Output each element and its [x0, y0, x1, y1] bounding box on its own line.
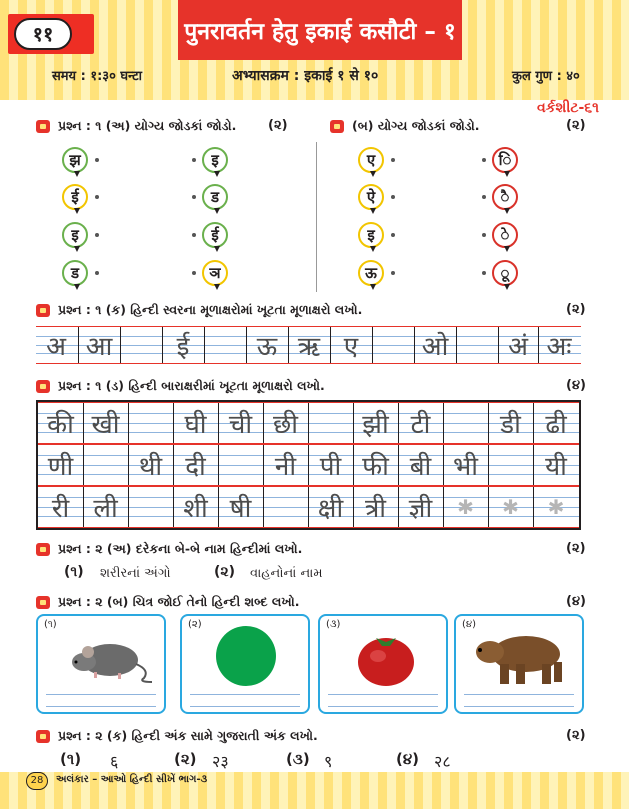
question-bullet-icon — [36, 304, 50, 317]
section-divider — [316, 142, 317, 292]
answer-line[interactable] — [46, 706, 156, 707]
q2a-item2-text: વાહનોનાં નામ — [250, 566, 323, 581]
footer-book-title: અલંકાર – આઓ હિન્દી સીખેં ભાગ-૩ — [56, 774, 208, 785]
answer-line[interactable] — [46, 694, 156, 695]
grid-cell: भी — [452, 452, 478, 482]
q1b-left-balloon: इ — [358, 222, 384, 248]
header-band — [0, 0, 629, 100]
grid-row-1 — [38, 402, 579, 444]
q1d-heading — [36, 378, 325, 394]
vowel-blank[interactable] — [456, 327, 498, 363]
grid-cell: की — [47, 410, 74, 440]
q1a-right-balloon: ञ — [202, 260, 228, 286]
q2c-item-value: २३ — [212, 752, 229, 771]
q2c-item-value: ६ — [110, 752, 119, 771]
q1a-label: પ્રશ્ન : ૧ (અ) યોગ્ય જોડકાં જોડો. — [58, 118, 237, 133]
grid-cell: षी — [229, 494, 252, 524]
q2c-label: પ્રશ્ન : ૨ (ક) હિન્દી અંક સામે ગુજરાતી અંક લખો. — [58, 728, 318, 743]
grid-cell: शी — [183, 494, 208, 524]
footer-band — [0, 772, 629, 809]
picture-card-bear — [454, 614, 584, 714]
q1c-marks: (૨) — [566, 302, 586, 317]
match-dot[interactable] — [95, 195, 99, 199]
grid-cell: टी — [410, 410, 431, 440]
match-dot[interactable] — [482, 195, 486, 199]
answer-line[interactable] — [190, 694, 300, 695]
grid-cell: ज्ञी — [408, 494, 433, 524]
answer-line[interactable] — [464, 706, 574, 707]
question-bullet-icon — [36, 120, 50, 133]
page-title: पुनरावर्तन हेतु इकाई कसौटी – १ — [178, 0, 462, 60]
q2b-marks: (૪) — [566, 594, 586, 609]
vowel-cell: आ — [85, 332, 113, 362]
q1d-marks: (૪) — [566, 378, 586, 393]
grid-cell: झी — [362, 410, 389, 440]
q2c-item-number: (૪) — [396, 750, 420, 768]
grid-cell: त्री — [364, 494, 387, 524]
vowel-cell: ए — [343, 332, 359, 362]
q1a-right-balloon: ड — [202, 184, 228, 210]
grid-cell: फी — [362, 452, 389, 482]
match-dot[interactable] — [391, 233, 395, 237]
vowel-blank[interactable] — [204, 327, 246, 363]
question-bullet-icon — [330, 120, 344, 133]
q1b-right-balloon: ै — [492, 184, 518, 210]
rat-icon — [48, 626, 158, 684]
q1a-right-balloon: ई — [202, 222, 228, 248]
question-bullet-icon — [36, 730, 50, 743]
grid-blank[interactable] — [128, 487, 173, 527]
star-icon: ✱ — [457, 495, 474, 519]
vowel-cell: ई — [176, 332, 190, 362]
q1a-right-balloon: इ — [202, 147, 228, 173]
worksheet-label: વર્કશીટ-૬૧ — [536, 100, 599, 116]
match-dot[interactable] — [192, 233, 196, 237]
picture-card-circle — [180, 614, 310, 714]
bear-icon — [462, 624, 578, 688]
q2a-item1-text: શરીરનાં અંગો — [100, 566, 171, 581]
q2a-marks: (૨) — [566, 541, 586, 556]
vowel-blank[interactable] — [372, 327, 414, 363]
card-number: (૪) — [462, 619, 477, 630]
grid-cell: घी — [184, 410, 207, 440]
match-dot[interactable] — [192, 158, 196, 162]
q2c-item-number: (૧) — [60, 750, 82, 768]
match-dot[interactable] — [192, 195, 196, 199]
grid-blank[interactable] — [218, 445, 263, 485]
grid-cell: बी — [409, 452, 432, 482]
q2c-item-number: (૩) — [286, 750, 310, 768]
grid-row-3 — [38, 486, 579, 528]
answer-line[interactable] — [328, 706, 438, 707]
match-dot[interactable] — [95, 233, 99, 237]
grid-cell: ली — [93, 494, 118, 524]
q2c-item-number: (૨) — [174, 750, 197, 768]
picture-card-rat — [36, 614, 166, 714]
barakshari-grid — [36, 400, 581, 530]
q2c-item-value: २८ — [434, 752, 451, 771]
vowel-cell: अं — [508, 332, 528, 362]
syllabus-label: अभ्यासक्रम : इकाई १ से १० — [232, 68, 379, 84]
q1b-marks: (૨) — [566, 118, 586, 133]
grid-blank[interactable] — [308, 403, 353, 443]
grid-cell: डी — [500, 410, 521, 440]
match-dot[interactable] — [95, 158, 99, 162]
grid-cell: नी — [274, 452, 297, 482]
q1a-left-balloon: ई — [62, 184, 88, 210]
grid-cell: री — [51, 494, 70, 524]
q2a-heading — [36, 541, 302, 557]
match-dot[interactable] — [391, 271, 395, 275]
q1b-heading — [330, 118, 480, 134]
card-number: (૩) — [326, 619, 341, 630]
vowel-cell: ऊ — [256, 332, 278, 362]
vowel-cell: अः — [546, 332, 572, 362]
green-circle-icon — [214, 624, 278, 688]
grid-blank[interactable] — [263, 487, 308, 527]
match-dot[interactable] — [192, 271, 196, 275]
q1c-heading — [36, 302, 362, 318]
q1c-label: પ્રશ્ન : ૧ (ક) હિન્દી સ્વરના મૂળાક્ષરોમાં ખૂટતા મૂળાક્ષરો લખો. — [58, 302, 363, 317]
grid-cell: पी — [319, 452, 342, 482]
match-dot[interactable] — [482, 233, 486, 237]
q1b-left-balloon: ए — [358, 147, 384, 173]
question-bullet-icon — [36, 543, 50, 556]
q2a-label: પ્રશ્ન : ૨ (અ) દરેકના બે-બે નામ હિન્દીમાં લખો. — [58, 541, 303, 556]
grid-row-2 — [38, 444, 579, 486]
answer-line[interactable] — [190, 706, 300, 707]
q1b-right-balloon: ू — [492, 260, 518, 286]
grid-cell: छी — [273, 410, 298, 440]
grid-blank[interactable] — [488, 445, 533, 485]
vowel-cell: ऋ — [297, 332, 321, 362]
vowel-blank[interactable] — [120, 327, 162, 363]
grid-cell: क्षी — [317, 494, 344, 524]
grid-cell: णी — [47, 452, 74, 482]
q2b-heading — [36, 594, 300, 610]
grid-cell: ची — [228, 410, 253, 440]
match-dot[interactable] — [482, 271, 486, 275]
answer-line[interactable] — [464, 694, 574, 695]
q1b-right-balloon: े — [492, 222, 518, 248]
tomato-icon — [354, 624, 418, 688]
q1b-left-balloon: ऊ — [358, 260, 384, 286]
q2c-marks: (૨) — [566, 728, 586, 743]
card-number: (૨) — [188, 619, 202, 630]
grid-cell: खी — [91, 410, 120, 440]
total-marks-label: कुल गुण : ४० — [512, 69, 580, 84]
match-dot[interactable] — [391, 195, 395, 199]
star-icon: ✱ — [547, 495, 565, 519]
q2a-item2-number: (૨) — [214, 564, 236, 580]
grid-cell: थी — [138, 452, 163, 482]
vowel-cell: अ — [46, 332, 66, 362]
time-label: समय : १:३० घन्टा — [52, 69, 143, 84]
page-number: ११ — [14, 18, 72, 50]
star-icon: ✱ — [502, 495, 519, 519]
grid-cell: दी — [185, 452, 206, 482]
page-number-badge — [8, 14, 94, 54]
q1a-left-balloon: ड — [62, 260, 88, 286]
q1d-label: પ્રશ્ન : ૧ (ડ) હિન્દી બારાક્ષરીમાં ખૂટતા મૂળાક્ષરો લખો. — [58, 378, 325, 393]
match-dot[interactable] — [391, 158, 395, 162]
footer-page-number: 28 — [26, 772, 48, 790]
q2c-heading — [36, 728, 318, 744]
match-dot[interactable] — [482, 158, 486, 162]
q2b-label: પ્રશ્ન : ૨ (બ) ચિત્ર જોઈ તેનો હિન્દી શબ્દ લખો. — [58, 594, 300, 609]
q1b-label: (બ) યોગ્ય જોડકાં જોડો. — [352, 118, 480, 133]
vowel-writing-row — [36, 326, 581, 364]
q1a-marks: (૨) — [268, 118, 288, 133]
q1a-heading — [36, 118, 236, 134]
q1a-left-balloon: झ — [62, 147, 88, 173]
q2c-item-value: ९ — [324, 752, 333, 771]
question-bullet-icon — [36, 596, 50, 609]
grid-cell: ढी — [545, 410, 567, 440]
vowel-cell: ओ — [421, 332, 449, 362]
answer-line[interactable] — [328, 694, 438, 695]
q1b-right-balloon: ि — [492, 147, 518, 173]
grid-blank[interactable] — [443, 403, 488, 443]
question-bullet-icon — [36, 380, 50, 393]
picture-card-tomato — [318, 614, 448, 714]
grid-blank[interactable] — [83, 445, 128, 485]
q1a-left-balloon: इ — [62, 222, 88, 248]
q1b-left-balloon: ऐ — [358, 184, 384, 210]
match-dot[interactable] — [95, 271, 99, 275]
q2a-item1-number: (૧) — [64, 564, 84, 580]
grid-blank[interactable] — [128, 403, 173, 443]
card-number: (૧) — [44, 619, 57, 630]
grid-cell: यी — [545, 452, 567, 482]
